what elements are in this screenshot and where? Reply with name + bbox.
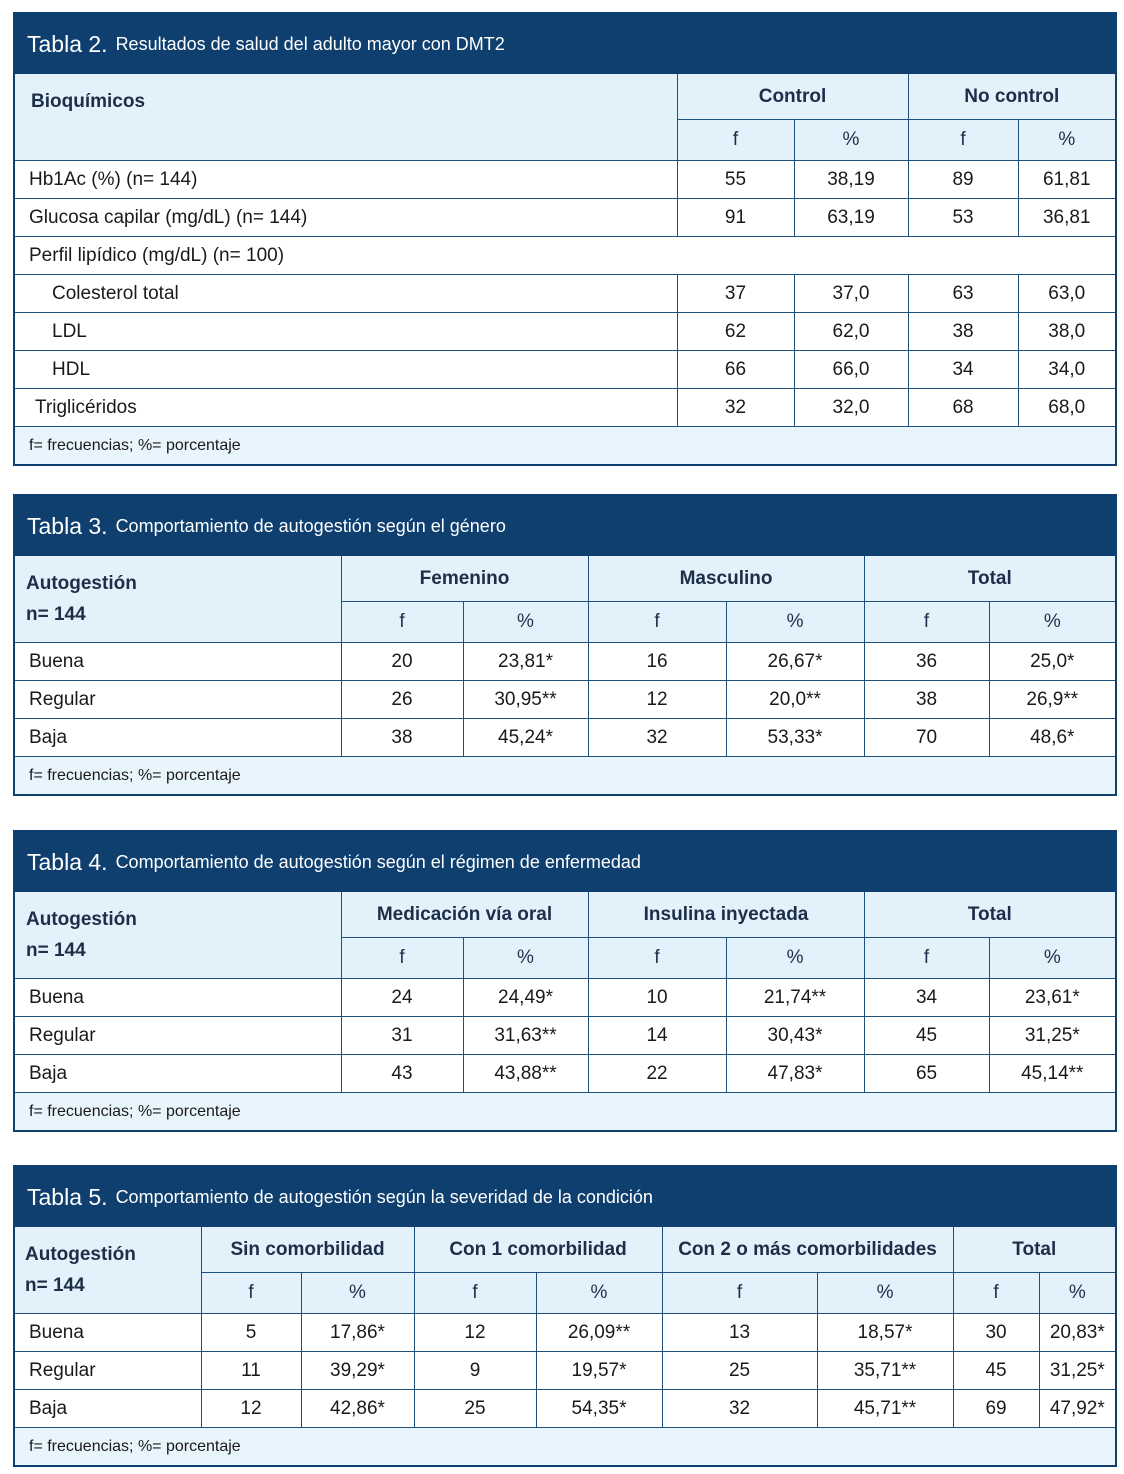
col-header-f: f	[908, 120, 1018, 161]
cell: 66	[677, 351, 794, 389]
table-3-title	[15, 496, 1115, 556]
table-row	[15, 1017, 1115, 1055]
row-label: Glucosa capilar (mg/dL) (n= 144)	[15, 199, 677, 237]
cell: 30,95**	[463, 681, 588, 719]
row-label: Regular	[15, 1017, 341, 1055]
table-5-title	[15, 1167, 1115, 1227]
row-label: Baja	[29, 1062, 68, 1084]
table-row	[15, 389, 1115, 427]
col-header-pct: %	[301, 1273, 414, 1314]
table-number: Tabla 5.	[27, 1183, 108, 1210]
table-2-grid	[15, 74, 1115, 426]
col-header-f: f	[864, 938, 989, 979]
cell: 34	[864, 979, 989, 1017]
cell: 12	[414, 1314, 536, 1352]
cell: 62	[677, 313, 794, 351]
table-5	[13, 1165, 1117, 1467]
cell: 45	[864, 1017, 989, 1055]
cell: 26	[341, 681, 463, 719]
cell: 26,67*	[726, 643, 864, 681]
table-2-title	[15, 14, 1115, 74]
cell: 32,0	[794, 389, 908, 427]
cell: 38,19	[794, 161, 908, 199]
col-header-pct: %	[726, 602, 864, 643]
col-header-f: f	[953, 1273, 1039, 1314]
cell: 37	[677, 275, 794, 313]
cell: 36	[864, 643, 989, 681]
cell: 48,6*	[989, 719, 1115, 757]
cell: 38	[908, 313, 1018, 351]
cell: 70	[864, 719, 989, 757]
table-3	[13, 494, 1117, 796]
cell: 53,33*	[726, 719, 864, 757]
row-header	[15, 892, 341, 979]
row-header-label: Autogestión	[26, 909, 137, 930]
row-header-n: n= 144	[26, 940, 86, 961]
col-header-pct: %	[1039, 1273, 1115, 1314]
cell: 45,71**	[817, 1390, 953, 1428]
cell: 14	[588, 1017, 726, 1055]
cell: 63,19	[794, 199, 908, 237]
cell: 5	[201, 1314, 301, 1352]
col-header-f: f	[677, 120, 794, 161]
table-footnote: f= frecuencias; %= porcentaje	[15, 1092, 1115, 1130]
table-row	[15, 275, 1115, 313]
cell: 12	[588, 681, 726, 719]
cell: 11	[201, 1352, 301, 1390]
col-header-pct: %	[989, 602, 1115, 643]
row-header-label: Autogestión	[26, 573, 137, 594]
table-row	[15, 351, 1115, 389]
cell: 31,63**	[463, 1017, 588, 1055]
table-row	[15, 237, 1115, 275]
row-label: Buena	[15, 979, 341, 1017]
cell: 91	[677, 199, 794, 237]
cell: 36,81	[1018, 199, 1115, 237]
group-header: Control	[677, 74, 908, 120]
cell: 23,61*	[989, 979, 1115, 1017]
table-caption: Comportamiento de autogestión según el género	[115, 515, 506, 536]
group-header: Masculino	[588, 556, 864, 602]
cell: 12	[201, 1390, 301, 1428]
col-header-f: f	[341, 938, 463, 979]
cell: 22	[588, 1055, 726, 1093]
cell: 42,86*	[301, 1390, 414, 1428]
cell: 26,09**	[536, 1314, 662, 1352]
cell: 32	[677, 389, 794, 427]
group-header: Total	[953, 1227, 1115, 1273]
cell: 68,0	[1018, 389, 1115, 427]
table-2	[13, 12, 1117, 466]
col-header-f: f	[588, 938, 726, 979]
cell: 18,57*	[817, 1314, 953, 1352]
table-row	[15, 1314, 1115, 1352]
cell: 89	[908, 161, 1018, 199]
row-label: Regular	[15, 1352, 201, 1390]
row-header	[15, 1227, 201, 1314]
cell: 69	[953, 1390, 1039, 1428]
cell: 53	[908, 199, 1018, 237]
row-label: Triglicéridos	[35, 396, 137, 418]
cell: 65	[864, 1055, 989, 1093]
table-4	[13, 830, 1117, 1132]
cell: 10	[588, 979, 726, 1017]
table-row	[15, 979, 1115, 1017]
cell: 63,0	[1018, 275, 1115, 313]
table-row	[15, 1352, 1115, 1390]
row-label: LDL	[15, 313, 677, 351]
col-header-pct: %	[536, 1273, 662, 1314]
col-header-pct: %	[794, 120, 908, 161]
cell: 20,83*	[1039, 1314, 1115, 1352]
row-header-label: Autogestión	[25, 1244, 136, 1265]
cell: 47,83*	[726, 1055, 864, 1093]
cell: 45,24*	[463, 719, 588, 757]
cell: 34	[908, 351, 1018, 389]
row-label: Baja	[29, 726, 68, 748]
cell: 25	[414, 1390, 536, 1428]
table-row	[15, 681, 1115, 719]
table-5-grid	[15, 1227, 1115, 1427]
cell: 38	[341, 719, 463, 757]
row-header: Bioquímicos	[15, 74, 677, 161]
col-header-f: f	[414, 1273, 536, 1314]
cell: 16	[588, 643, 726, 681]
table-row	[15, 199, 1115, 237]
table-number: Tabla 3.	[27, 512, 108, 539]
cell: 25,0*	[989, 643, 1115, 681]
group-header: Sin comorbilidad	[201, 1227, 414, 1273]
table-number: Tabla 2.	[27, 30, 108, 57]
cell: 26,9**	[989, 681, 1115, 719]
group-header: Femenino	[341, 556, 588, 602]
cell: 38,0	[1018, 313, 1115, 351]
cell: 19,57*	[536, 1352, 662, 1390]
cell: 24	[341, 979, 463, 1017]
cell: 61,81	[1018, 161, 1115, 199]
table-row	[15, 643, 1115, 681]
cell: 21,74**	[726, 979, 864, 1017]
group-header: Medicación vía oral	[341, 892, 588, 938]
cell: 35,71**	[817, 1352, 953, 1390]
cell: 32	[662, 1390, 817, 1428]
group-header: Con 2 o más comorbilidades	[662, 1227, 953, 1273]
cell: 38	[864, 681, 989, 719]
cell: 39,29*	[301, 1352, 414, 1390]
cell: 45	[953, 1352, 1039, 1390]
col-header-f: f	[662, 1273, 817, 1314]
col-header-pct: %	[726, 938, 864, 979]
cell: 55	[677, 161, 794, 199]
cell: 23,81*	[463, 643, 588, 681]
table-3-grid	[15, 556, 1115, 756]
row-label: Baja	[29, 1397, 68, 1419]
table-caption: Comportamiento de autogestión según la severidad de la condición	[115, 1186, 653, 1207]
row-label: Hb1Ac (%) (n= 144)	[15, 161, 677, 199]
cell: 9	[414, 1352, 536, 1390]
group-header: Total	[864, 892, 1115, 938]
col-header-f: f	[201, 1273, 301, 1314]
cell: 66,0	[794, 351, 908, 389]
col-header-pct: %	[1018, 120, 1115, 161]
table-4-grid	[15, 892, 1115, 1092]
table-row	[15, 313, 1115, 351]
col-header-pct: %	[989, 938, 1115, 979]
table-row	[15, 161, 1115, 199]
table-row	[15, 719, 1115, 757]
cell: 43	[341, 1055, 463, 1093]
cell: 20,0**	[726, 681, 864, 719]
cell: 62,0	[794, 313, 908, 351]
row-label: Colesterol total	[15, 275, 677, 313]
cell: 47,92*	[1039, 1390, 1115, 1428]
cell: 34,0	[1018, 351, 1115, 389]
col-header-f: f	[341, 602, 463, 643]
row-label: Regular	[15, 681, 341, 719]
row-label: Perfil lipídico (mg/dL) (n= 100)	[15, 237, 1115, 275]
cell: 37,0	[794, 275, 908, 313]
cell: 31	[341, 1017, 463, 1055]
cell: 17,86*	[301, 1314, 414, 1352]
row-header-n: n= 144	[26, 604, 86, 625]
table-row	[15, 1055, 1115, 1093]
cell: 30	[953, 1314, 1039, 1352]
cell: 54,35*	[536, 1390, 662, 1428]
cell: 25	[662, 1352, 817, 1390]
table-row	[15, 1390, 1115, 1428]
cell: 13	[662, 1314, 817, 1352]
col-header-pct: %	[463, 938, 588, 979]
group-header: Insulina inyectada	[588, 892, 864, 938]
row-label: Buena	[15, 643, 341, 681]
group-header: Total	[864, 556, 1115, 602]
col-header-pct: %	[463, 602, 588, 643]
col-header-f: f	[864, 602, 989, 643]
cell: 20	[341, 643, 463, 681]
cell: 68	[908, 389, 1018, 427]
table-4-title	[15, 832, 1115, 892]
cell: 32	[588, 719, 726, 757]
cell: 31,25*	[1039, 1352, 1115, 1390]
row-header	[15, 556, 341, 643]
row-header-n: n= 144	[25, 1275, 85, 1296]
cell: 45,14**	[989, 1055, 1115, 1093]
group-header: No control	[908, 74, 1115, 120]
row-label: HDL	[15, 351, 677, 389]
table-caption: Resultados de salud del adulto mayor con DMT2	[115, 33, 505, 54]
cell: 43,88**	[463, 1055, 588, 1093]
table-caption: Comportamiento de autogestión según el régimen de enfermedad	[115, 851, 641, 872]
table-number: Tabla 4.	[27, 848, 108, 875]
cell: 30,43*	[726, 1017, 864, 1055]
col-header-pct: %	[817, 1273, 953, 1314]
cell: 24,49*	[463, 979, 588, 1017]
table-footnote: f= frecuencias; %= porcentaje	[15, 426, 1115, 464]
cell: 31,25*	[989, 1017, 1115, 1055]
cell: 63	[908, 275, 1018, 313]
row-label: Buena	[15, 1314, 201, 1352]
table-footnote: f= frecuencias; %= porcentaje	[15, 756, 1115, 794]
group-header: Con 1 comorbilidad	[414, 1227, 662, 1273]
table-footnote: f= frecuencias; %= porcentaje	[15, 1427, 1115, 1465]
col-header-f: f	[588, 602, 726, 643]
